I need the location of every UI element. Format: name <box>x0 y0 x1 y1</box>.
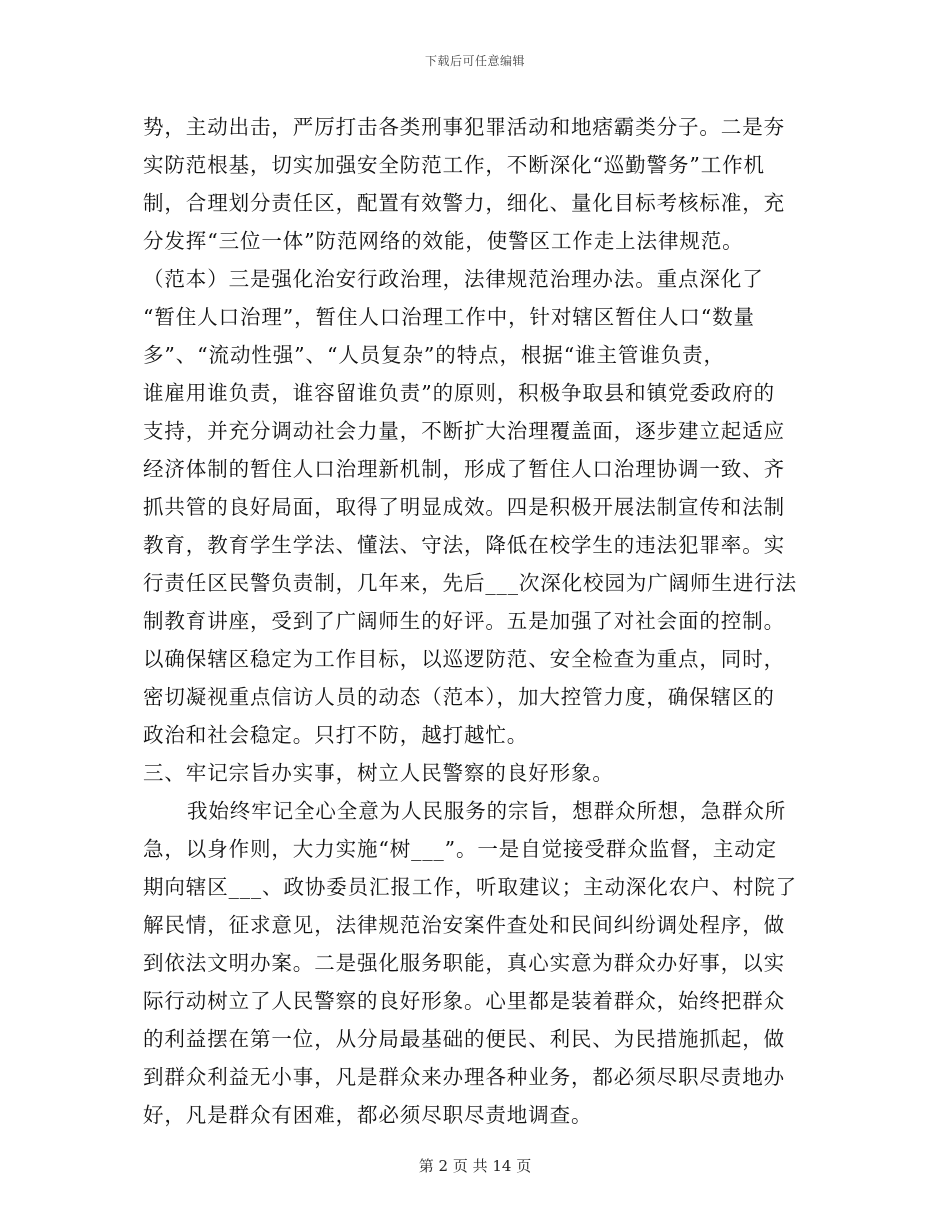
text-line: 以确保辖区稳定为工作目标，以巡逻防范、安全检查为重点，同时， <box>143 647 785 671</box>
text-line: 的利益摆在第一位，从分局最基础的便民、利民、为民措施抓起，做 <box>143 1027 785 1051</box>
page-header-note: 下载后可任意编辑 <box>424 54 525 68</box>
text-line: 抓共管的良好局面，取得了明显成效。四是积极开展法制宣传和法制 <box>143 495 785 519</box>
page-number: 第 2 页 共 14 页 <box>418 1157 532 1175</box>
text-line: 支持，并充分调动社会力量，不断扩大治理覆盖面，逐步建立起适应 <box>143 419 785 443</box>
text-line: “暂住人口治理”，暂住人口治理工作中，针对辖区暂住人口“数量 <box>143 305 755 329</box>
text-line: 制，合理划分责任区，配置有效警力，细化、量化目标考核标准，充 <box>143 191 785 215</box>
text-line: 好，凡是群众有困难，都必须尽职尽责地调查。 <box>143 1103 593 1127</box>
text-line: 教育，教育学生学法、懂法、守法，降低在校学生的违法犯罪率。实 <box>143 533 785 557</box>
text-line: 解民情，征求意见，法律规范治安案件查处和民间纠纷调处程序，做 <box>143 913 785 937</box>
text-line: 势，主动出击，严厉打击各类刑事犯罪活动和地痞霸类分子。二是夯 <box>143 115 785 139</box>
paragraph-first-line: 我始终牢记全心全意为人民服务的宗旨，想群众所想，急群众所 <box>187 799 787 823</box>
text-line: 经济体制的暂住人口治理新机制，形成了暂住人口治理协调一致、齐 <box>143 457 785 481</box>
text-line: 急，以身作则，大力实施“树___”。一是自觉接受群众监督，主动定 <box>143 837 778 861</box>
text-line: 分发挥“三位一体”防范网络的效能，使警区工作走上法律规范。 <box>143 229 744 253</box>
text-line: 制教育讲座，受到了广阔师生的好评。五是加强了对社会面的控制。 <box>143 609 785 633</box>
text-line: 到依法文明办案。二是强化服务职能，真心实意为群众办好事，以实 <box>143 951 785 975</box>
text-line: 行责任区民警负责制，几年来，先后___次深化校园为广阔师生进行法 <box>143 571 798 595</box>
text-line: 谁雇用谁负责，谁容留谁负责”的原则，积极争取县和镇党委政府的 <box>143 381 775 405</box>
text-line: 际行动树立了人民警察的良好形象。心里都是装着群众，始终把群众 <box>143 989 785 1013</box>
text-line: 密切凝视重点信访人员的动态（范本），加大控管力度，确保辖区的 <box>143 685 775 709</box>
text-line: （范本）三是强化治安行政治理，法律规范治理办法。重点深化了 <box>143 267 764 291</box>
text-line: 实防范根基，切实加强安全防范工作，不断深化“巡勤警务”工作机 <box>143 153 765 177</box>
document-body <box>143 108 803 1134</box>
text-line: 政治和社会稳定。只打不防，越打越忙。 <box>143 723 529 747</box>
section-heading: 三、牢记宗旨办实事，树立人民警察的良好形象。 <box>143 761 614 785</box>
text-line: 期向辖区___、政协委员汇报工作，听取建议；主动深化农户、村院了 <box>143 875 798 899</box>
text-line: 到群众利益无小事，凡是群众来办理各种业务，都必须尽职尽责地办 <box>143 1065 785 1089</box>
text-line: 多”、“流动性强”、“人员复杂”的特点，根据“谁主管谁负责， <box>143 343 725 367</box>
